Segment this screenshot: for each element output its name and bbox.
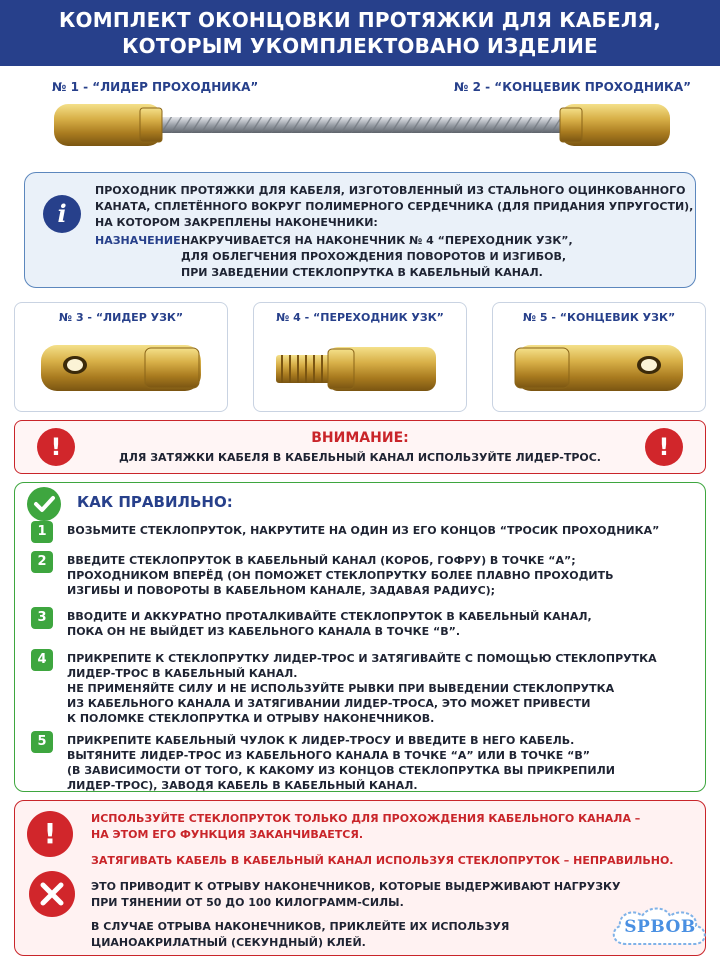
info-line: ПРОХОДНИК ПРОТЯЖКИ ДЛЯ КАБЕЛЯ, ИЗГОТОВЛЕННЫЙ ИЗ СТАЛЬНОГО ОЦИНКОВАННОГО <box>95 184 686 197</box>
step-line: ЛИДЕР-ТРОС), ЗАВОДЯ КАБЕЛЬ В КАБЕЛЬНЫЙ КАНАЛ. <box>67 779 418 792</box>
exclamation-icon: ! <box>37 428 75 466</box>
exclamation-icon: ! <box>27 811 73 857</box>
info-line: НА КОТОРОМ ЗАКРЕПЛЕНЫ НАКОНЕЧНИКИ: <box>95 216 378 229</box>
step-line: ПРОХОДНИКОМ ВПЕРЁД (ОН ПОМОЖЕТ СТЕКЛОПРУТКУ БОЛЕЕ ПЛАВНО ПРОХОДИТЬ <box>67 569 614 582</box>
instructions-title: КАК ПРАВИЛЬНО: <box>77 493 233 511</box>
bottom-red-line: НА ЭТОМ ЕГО ФУНКЦИЯ ЗАКАНЧИВАЕТСЯ. <box>91 828 364 841</box>
warning-text: ДЛЯ ЗАТЯЖКИ КАБЕЛЯ В КАБЕЛЬНЫЙ КАНАЛ ИСПОЛЬЗУЙТЕ ЛИДЕР-ТРОС. <box>119 451 601 464</box>
checkmark-icon <box>27 487 61 521</box>
step-number: 5 <box>31 731 53 753</box>
bottom-text-line: ПРИ ТЯНЕНИИ ОТ 50 ДО 100 КИЛОГРАММ-СИЛЫ. <box>91 896 404 909</box>
step-number: 3 <box>31 607 53 629</box>
bottom-red-line: ИСПОЛЬЗУЙТЕ СТЕКЛОПРУТОК ТОЛЬКО ДЛЯ ПРОХОЖДЕНИЯ КАБЕЛЬНОГО КАНАЛА – <box>91 812 641 825</box>
bottom-text-line: В СЛУЧАЕ ОТРЫВА НАКОНЕЧНИКОВ, ПРИКЛЕЙТЕ ИХ ИСПОЛЬЗУЯ <box>91 920 510 933</box>
step-line: (В ЗАВИСИМОСТИ ОТ ТОГО, К КАКОМУ ИЗ КОНЦОВ СТЕКЛОПРУТКА ВЫ ПРИКРЕПИЛИ <box>67 764 615 777</box>
step-line: ИЗГИБЫ И ПОВОРОТЫ В КАБЕЛЬНОМ КАНАЛЕ, ЗАДАВАЯ РАДИУС); <box>67 584 496 597</box>
step-line: ПОКА ОН НЕ ВЫЙДЕТ ИЗ КАБЕЛЬНОГО КАНАЛА В ТОЧКЕ “В”. <box>67 625 460 638</box>
brand-logo <box>608 902 712 954</box>
step-number: 1 <box>31 521 53 543</box>
info-description <box>95 183 693 231</box>
info-purpose <box>95 233 573 279</box>
purpose-line: ДЛЯ ОБЛЕГЧЕНИЯ ПРОХОЖДЕНИЯ ПОВОРОТОВ И ИЗГИБОВ, <box>181 250 567 263</box>
step-line: ПРИКРЕПИТЕ К СТЕКЛОПРУТКУ ЛИДЕР-ТРОС И ЗАТЯГИВАЙТЕ С ПОМОЩЬЮ СТЕКЛОПРУТКА <box>67 652 657 665</box>
exclamation-icon: ! <box>645 428 683 466</box>
cross-icon <box>29 871 75 917</box>
logo-text: SPBOB <box>624 917 696 937</box>
warning-title: ВНИМАНИЕ: <box>311 430 409 446</box>
bottom-warning-box <box>14 800 706 956</box>
part-card-3 <box>14 302 228 412</box>
bottom-red-line: ЗАТЯГИВАТЬ КАБЕЛЬ В КАБЕЛЬНЫЙ КАНАЛ ИСПОЛЬЗУЯ СТЕКЛОПРУТОК – НЕПРАВИЛЬНО. <box>91 854 674 867</box>
warning-box <box>14 420 706 474</box>
step-line: ВВЕДИТЕ СТЕКЛОПРУТОК В КАБЕЛЬНЫЙ КАНАЛ (КОРОБ, ГОФРУ) В ТОЧКЕ “А”; <box>67 554 576 567</box>
header-title-line-1: КОМПЛЕКТ ОКОНЦОВКИ ПРОТЯЖКИ ДЛЯ КАБЕЛЯ, <box>58 8 662 32</box>
purpose-line: НАКРУЧИВАЕТСЯ НА НАКОНЕЧНИК № 4 “ПЕРЕХОДНИК УЗК”, <box>181 234 573 247</box>
bottom-text-line: ЦИАНОАКРИЛАТНЫЙ (СЕКУНДНЫЙ) КЛЕЙ. <box>91 936 366 949</box>
purpose-line: ПРИ ЗАВЕДЕНИИ СТЕКЛОПРУТКА В КАБЕЛЬНЫЙ КАНАЛ. <box>181 266 543 279</box>
part-3-label: № 3 - “ЛИДЕР УЗК” <box>58 311 184 324</box>
part-card-5 <box>492 302 706 412</box>
end-tip-2 <box>560 104 670 146</box>
part-4-label: № 4 - “ПЕРЕХОДНИК УЗК” <box>276 311 444 324</box>
leader-uzk-image <box>15 329 229 409</box>
part-card-4 <box>253 302 467 412</box>
part-1-label: № 1 - “ЛИДЕР ПРОХОДНИКА” <box>52 80 259 94</box>
part-5-label: № 5 - “КОНЦЕВИК УЗК” <box>522 311 676 324</box>
step-line: ВЫТЯНИТЕ ЛИДЕР-ТРОС ИЗ КАБЕЛЬНОГО КАНАЛА В ТОЧКЕ “А” ИЛИ В ТОЧКЕ “В” <box>67 749 590 762</box>
step-number: 4 <box>31 649 53 671</box>
header-title-line-2: КОТОРЫМ УКОМПЛЕКТОВАНО ИЗДЕЛИЕ <box>122 34 598 58</box>
step-number: 2 <box>31 551 53 573</box>
leader-tip-1 <box>54 104 162 146</box>
step-line: ПРИКРЕПИТЕ КАБЕЛЬНЫЙ ЧУЛОК К ЛИДЕР-ТРОСУ И ВВЕДИТЕ В НЕГО КАБЕЛЬ. <box>67 734 575 747</box>
instructions-box <box>14 482 706 792</box>
adapter-uzk-image <box>254 329 468 409</box>
end-uzk-image <box>493 329 707 409</box>
info-icon: i <box>43 195 81 233</box>
thread <box>276 355 332 383</box>
step-line: ВВОДИТЕ И АККУРАТНО ПРОТАЛКИВАЙТЕ СТЕКЛОПРУТОК В КАБЕЛЬНЫЙ КАНАЛ, <box>67 610 592 623</box>
step-line: ЛИДЕР-ТРОС В КАБЕЛЬНЫЙ КАНАЛ. <box>67 667 298 680</box>
info-line: КАНАТА, СПЛЕТЁННОГО ВОКРУГ ПОЛИМЕРНОГО СЕРДЕЧНИКА (ДЛЯ ПРИДАНИЯ УПРУГОСТИ), <box>95 200 694 213</box>
step-line: НЕ ПРИМЕНЯЙТЕ СИЛУ И НЕ ИСПОЛЬЗУЙТЕ РЫВКИ ПРИ ВЫВЕДЕНИИ СТЕКЛОПРУТКА <box>67 682 615 695</box>
step-line: ИЗ КАБЕЛЬНОГО КАНАЛА И ЗАТЯГИВАНИИ ЛИДЕР-ТРОСА, ЭТО МОЖЕТ ПРИВЕСТИ <box>67 697 591 710</box>
step-line: К ПОЛОМКЕ СТЕКЛОПРУТКА И ОТРЫВУ НАКОНЕЧНИКОВ. <box>67 712 435 725</box>
part-2-label: № 2 - “КОНЦЕВИК ПРОХОДНИКА” <box>454 80 691 94</box>
purpose-label: НАЗНАЧЕНИЕ: <box>95 234 185 247</box>
info-box <box>24 172 696 288</box>
page-header <box>0 0 720 66</box>
step-line: ВОЗЬМИТЕ СТЕКЛОПРУТОК, НАКРУТИТЕ НА ОДИН ИЗ ЕГО КОНЦОВ “ТРОСИК ПРОХОДНИКА” <box>67 524 660 537</box>
bottom-text-line: ЭТО ПРИВОДИТ К ОТРЫВУ НАКОНЕЧНИКОВ, КОТОРЫЕ ВЫДЕРЖИВАЮТ НАГРУЗКУ <box>91 880 621 893</box>
cable-puller-image <box>52 100 672 150</box>
